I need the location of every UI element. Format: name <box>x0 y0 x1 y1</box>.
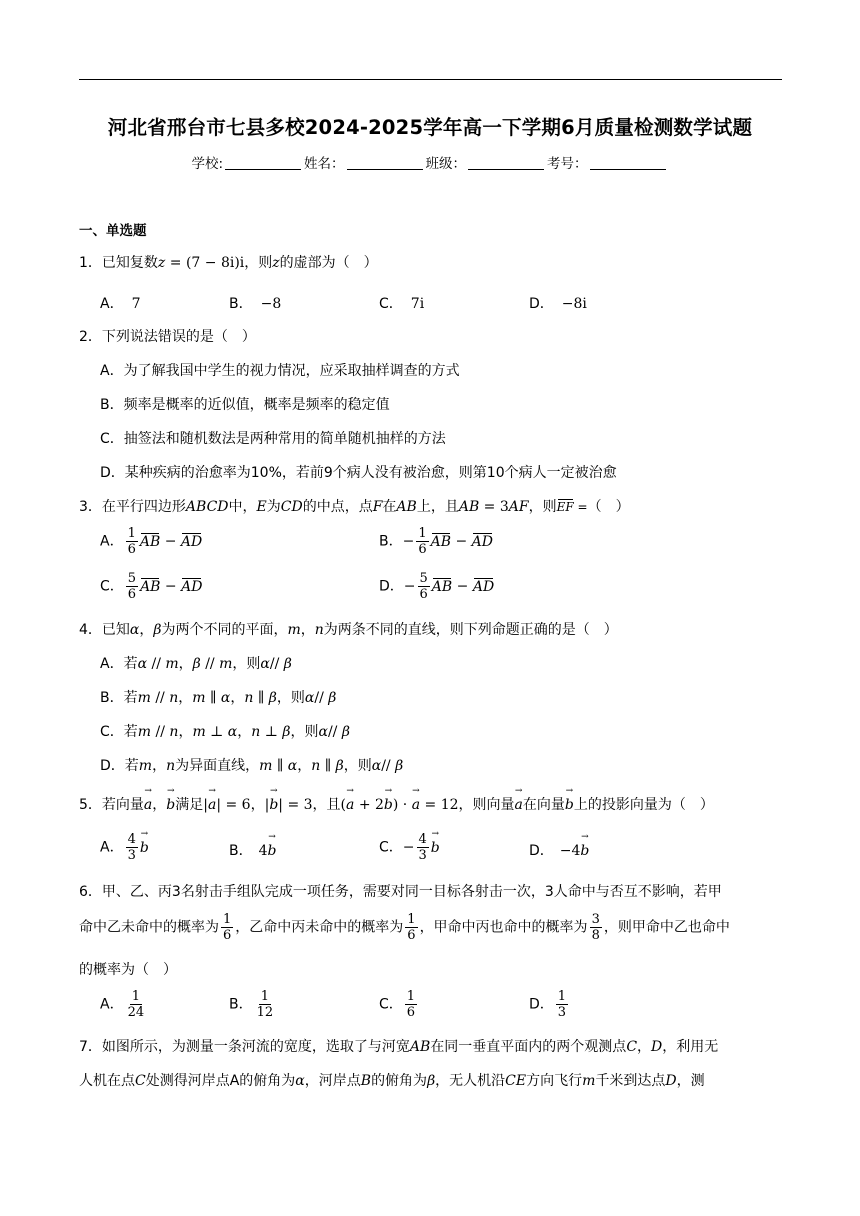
option-text: ，则 <box>276 690 305 706</box>
option-letter: A． <box>100 296 124 312</box>
header-rule <box>79 79 782 80</box>
q7-text: 千米到达点 <box>595 1073 666 1089</box>
page-title: 河北省邢台市七县多校2024-2025学年高一下学期6月质量检测数学试题 <box>107 116 753 139</box>
q1-option-b[interactable] <box>229 293 281 313</box>
q3-text: （ ） <box>587 499 630 515</box>
q4-text: 为两个不同的平面， <box>161 622 288 638</box>
question-2-stem: 2．下列说法错误的是（ ） <box>79 329 256 345</box>
student-info-line <box>0 152 860 172</box>
q3-option-c[interactable]: C． $\frac{5}{6}$ AB − AD <box>100 571 203 602</box>
q2-option-b[interactable]: B．频率是概率的近似值，概率是频率的稳定值 <box>100 397 390 413</box>
q1-option-d[interactable] <box>529 293 587 313</box>
school-field[interactable] <box>225 156 301 170</box>
q3-text: 中， <box>228 499 257 515</box>
q3-text: ，则 <box>528 499 557 515</box>
question-5-stem: 5．若向量a →，b →满足|a →| = 6，|b →| = 3，且(a → + 2b →) · a → = 12，则向量a →在向量b →上的投影向量为（ ） <box>79 794 714 814</box>
q3-text: 在 <box>382 499 397 515</box>
q5-text: 满足 <box>175 797 204 813</box>
q6-text: ，甲命中丙也命中的概率为 <box>419 919 588 936</box>
option-letter: C． <box>379 296 403 312</box>
q3-text: 为 <box>266 499 281 515</box>
q6-text: 命中乙未命中的概率为 <box>79 919 219 936</box>
q7-text: 的俯角为 <box>371 1073 428 1089</box>
question-1-stem: 1．已知复数z = (7 − 8i)i，则z的虚部为（ ） <box>79 255 378 271</box>
option-text: 为异面直线， <box>175 758 260 774</box>
q5-text: ，则向量 <box>458 797 515 813</box>
q6-option-b[interactable]: B． $\frac{1}{12}$ <box>229 989 274 1020</box>
class-field[interactable] <box>468 156 544 170</box>
q2-option-d[interactable]: D．某种疾病的治愈率为10%，若前9个病人没有被治愈，则第10个病人一定被治愈 <box>100 465 617 481</box>
q5-text: 上的投影向量为（ ） <box>573 797 714 813</box>
option-value: −8i <box>561 296 587 312</box>
q3-text: 上，且 <box>416 499 459 515</box>
option-text: ，则 <box>290 724 319 740</box>
q4-option-a[interactable]: A．若α // m，β // m，则α// β <box>100 656 292 672</box>
q2-option-a[interactable]: A．为了解我国中学生的视力情况，应采取抽样调查的方式 <box>100 363 460 379</box>
q7-text: 在同一垂直平面内的两个观测点 <box>430 1039 627 1055</box>
option-value: 7i <box>410 296 425 312</box>
q3-text: 的中点，点 <box>302 499 373 515</box>
q3-option-a[interactable]: A． $\frac{1}{6}$ AB − AD <box>100 526 203 557</box>
q4-text: 4．已知 <box>79 622 130 638</box>
class-label: 班级： <box>425 156 467 172</box>
question-7-line-2: 人机在点C处测得河岸点A的俯角为α，河岸点B的俯角为β，无人机沿CE方向飞行m千米到达点D，测 <box>79 1073 705 1089</box>
q7-text: ，利用无 <box>662 1039 719 1055</box>
q4-option-c[interactable]: C．若m // n，m ⊥ α，n ⊥ β，则α// β <box>100 724 350 740</box>
q5-option-d[interactable]: D． −4b → <box>529 840 589 860</box>
q6-option-c[interactable]: C． $\frac{1}{6}$ <box>379 989 416 1020</box>
q7-text: 人机在点 <box>79 1073 135 1089</box>
q7-text: 方向飞行 <box>526 1073 583 1089</box>
option-text: A．若 <box>100 656 138 672</box>
question-6-line-3: 的概率为（ ） <box>79 962 177 978</box>
question-6-line-1: 6．甲、乙、丙3名射击手组队完成一项任务，需要对同一目标各射击一次，3人命中与否互不影响，若甲 <box>79 884 722 900</box>
q7-text: 处测得河岸点A的俯角为 <box>145 1073 296 1089</box>
q5-text: 在向量 <box>522 797 565 813</box>
option-text: ，则 <box>232 656 261 672</box>
q1-text-pre: 1．已知复数 <box>79 255 158 271</box>
q4-option-d[interactable]: D．若m，n为异面直线，m ∥ α，n ∥ β，则α// β <box>100 758 404 774</box>
q1-text-mid: ，则 <box>244 255 273 271</box>
section-heading-single-choice: 一、单选题 <box>79 223 147 239</box>
option-value: −8 <box>260 296 282 312</box>
q7-text: ，测 <box>676 1073 705 1089</box>
q5-option-a[interactable]: A． $\frac{4}{3}$ b → <box>100 832 149 863</box>
option-letter: D． <box>529 296 554 312</box>
q5-option-b[interactable]: B． 4b → <box>229 840 277 860</box>
q2-option-c[interactable]: C．抽签法和随机数法是两种常用的简单随机抽样的方法 <box>100 431 446 447</box>
q3-text: 3．在平行四边形 <box>79 499 186 515</box>
option-text: C．若 <box>100 724 138 740</box>
q1-text-post: 的虚部为（ ） <box>279 255 378 271</box>
option-value: 7 <box>131 296 141 312</box>
school-label: 学校: <box>191 156 224 172</box>
q1-option-c[interactable] <box>379 293 424 313</box>
name-label: 姓名： <box>304 156 345 172</box>
q7-text: ，无人机沿 <box>435 1073 506 1089</box>
q7-text: ，河岸点 <box>304 1073 361 1089</box>
option-text: B．若 <box>100 690 138 706</box>
name-field[interactable] <box>347 156 423 170</box>
q3-option-d[interactable]: D．− $\frac{5}{6}$ AB − AD <box>379 571 495 602</box>
option-text: ，则 <box>343 758 372 774</box>
option-text: D．若 <box>100 758 139 774</box>
q7-text: 7．如图所示，为测量一条河流的宽度，选取了与河宽 <box>79 1039 410 1055</box>
exam-no-field[interactable] <box>590 156 666 170</box>
q6-option-a[interactable]: A． $\frac{1}{24}$ <box>100 989 145 1020</box>
q6-option-d[interactable]: D． $\frac{1}{3}$ <box>529 989 567 1020</box>
q5-option-c[interactable]: C．− $\frac{4}{3}$ b → <box>379 832 440 863</box>
question-7-line-1: 7．如图所示，为测量一条河流的宽度，选取了与河宽AB在同一垂直平面内的两个观测点C，D，利用无 <box>79 1039 719 1055</box>
exam-no-label: 考号： <box>547 156 588 172</box>
q1-option-a[interactable] <box>100 293 141 313</box>
q4-option-b[interactable]: B．若m // n，m ∥ α，n ∥ β，则α// β <box>100 690 337 706</box>
q4-text: 为两条不同的直线，则下列命题正确的是（ ） <box>323 622 618 638</box>
q5-text: ，且 <box>312 797 341 813</box>
option-letter: B． <box>229 296 253 312</box>
question-6-line-2: 命中乙未命中的概率为 $\frac{1}{6}$ ，乙命中丙未命中的概率为 $\frac{1}{6}$ ，甲命中丙也命中的概率为 $\frac{3}{8}$ ，则甲命中乙也命中 <box>79 912 730 943</box>
question-3-stem: 3．在平行四边形ABCD中，E为CD的中点，点F在AB上，且AB = 3AF，则EF =（ ） <box>79 499 630 515</box>
q5-text: 5．若向量 <box>79 797 144 813</box>
q6-text: ，则甲命中乙也命中 <box>603 919 730 936</box>
q3-option-b[interactable]: B．− $\frac{1}{6}$ AB − AD <box>379 526 494 557</box>
question-4-stem: 4．已知α，β为两个不同的平面，m，n为两条不同的直线，则下列命题正确的是（ ） <box>79 622 618 638</box>
q6-text: ，乙命中丙未命中的概率为 <box>235 919 404 936</box>
